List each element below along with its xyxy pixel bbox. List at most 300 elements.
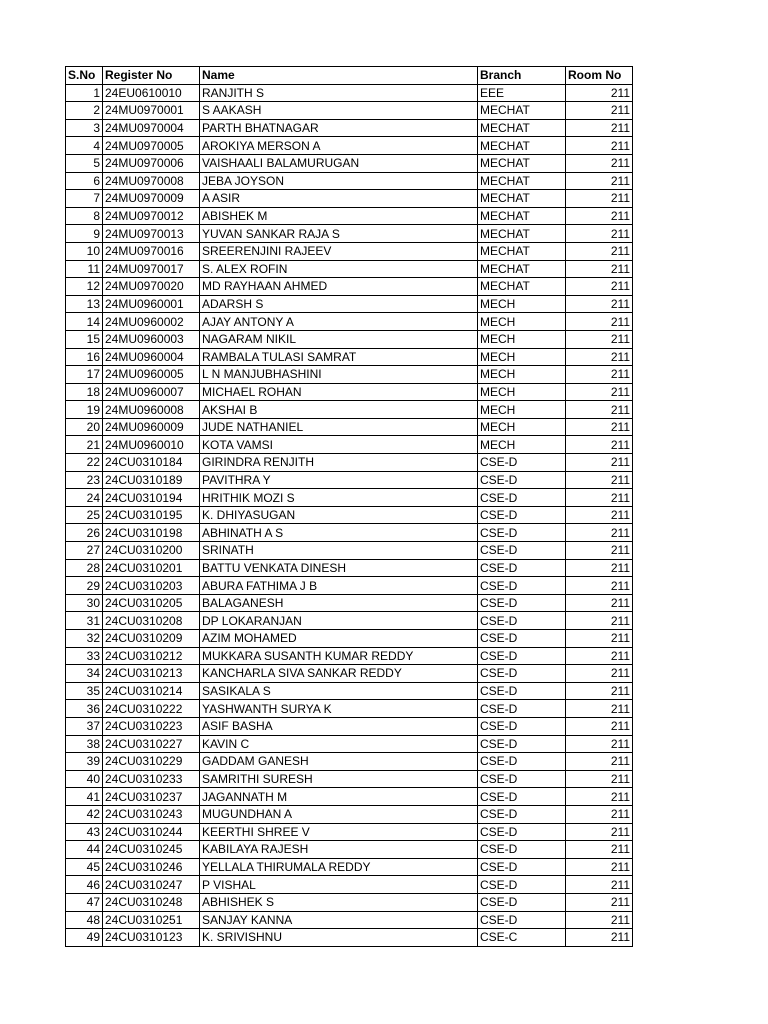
table-row <box>66 542 633 560</box>
cell-sno: 4 <box>66 137 103 155</box>
cell-name: S AAKASH <box>200 102 478 120</box>
cell-branch: CSE-D <box>478 682 566 700</box>
cell-branch: CSE-D <box>478 805 566 823</box>
cell-branch: MECH <box>478 383 566 401</box>
cell-register-no: 24CU0310223 <box>103 717 200 735</box>
cell-room-no: 211 <box>566 524 633 542</box>
cell-name: SREERENJINI RAJEEV <box>200 242 478 260</box>
cell-name: HRITHIK MOZI S <box>200 489 478 507</box>
table-row <box>66 102 633 120</box>
cell-room-no: 211 <box>566 735 633 753</box>
cell-name: AROKIYA MERSON A <box>200 137 478 155</box>
table-row <box>66 753 633 771</box>
cell-register-no: 24MU0960009 <box>103 418 200 436</box>
table-row <box>66 172 633 190</box>
cell-branch: CSE-D <box>478 542 566 560</box>
cell-room-no: 211 <box>566 700 633 718</box>
cell-register-no: 24MU0970016 <box>103 242 200 260</box>
table-row <box>66 630 633 648</box>
header-register-no: Register No <box>103 67 200 85</box>
table-row <box>66 911 633 929</box>
cell-name: BALAGANESH <box>200 594 478 612</box>
cell-branch: CSE-D <box>478 788 566 806</box>
cell-sno: 32 <box>66 630 103 648</box>
cell-name: MD RAYHAAN AHMED <box>200 278 478 296</box>
cell-sno: 24 <box>66 489 103 507</box>
table-row <box>66 893 633 911</box>
table-row <box>66 119 633 137</box>
cell-branch: CSE-D <box>478 753 566 771</box>
cell-branch: CSE-D <box>478 559 566 577</box>
cell-sno: 6 <box>66 172 103 190</box>
cell-name: ABHINATH A S <box>200 524 478 542</box>
cell-name: K. SRIVISHNU <box>200 929 478 947</box>
cell-branch: CSE-D <box>478 735 566 753</box>
table-row <box>66 788 633 806</box>
table-header <box>66 67 633 85</box>
table-row <box>66 858 633 876</box>
cell-room-no: 211 <box>566 823 633 841</box>
table-row <box>66 348 633 366</box>
cell-name: L N MANJUBHASHINI <box>200 366 478 384</box>
cell-register-no: 24MU0970001 <box>103 102 200 120</box>
cell-register-no: 24MU0970005 <box>103 137 200 155</box>
table-row <box>66 805 633 823</box>
cell-register-no: 24CU0310213 <box>103 665 200 683</box>
cell-name: ADARSH S <box>200 295 478 313</box>
cell-room-no: 211 <box>566 348 633 366</box>
header-name: Name <box>200 67 478 85</box>
table-row <box>66 366 633 384</box>
cell-room-no: 211 <box>566 506 633 524</box>
table-row <box>66 489 633 507</box>
cell-name: YASHWANTH SURYA K <box>200 700 478 718</box>
cell-name: ABURA FATHIMA J B <box>200 577 478 595</box>
cell-room-no: 211 <box>566 278 633 296</box>
cell-sno: 46 <box>66 876 103 894</box>
cell-name: RANJITH S <box>200 84 478 102</box>
cell-room-no: 211 <box>566 154 633 172</box>
cell-sno: 41 <box>66 788 103 806</box>
cell-name: SAMRITHI SURESH <box>200 770 478 788</box>
table-row <box>66 612 633 630</box>
cell-branch: CSE-D <box>478 594 566 612</box>
cell-branch: MECHAT <box>478 154 566 172</box>
cell-room-no: 211 <box>566 84 633 102</box>
cell-name: JAGANNATH M <box>200 788 478 806</box>
seating-table <box>65 66 633 947</box>
cell-room-no: 211 <box>566 542 633 560</box>
cell-register-no: 24CU0310209 <box>103 630 200 648</box>
table-row <box>66 876 633 894</box>
cell-sno: 27 <box>66 542 103 560</box>
cell-sno: 34 <box>66 665 103 683</box>
cell-register-no: 24CU0310194 <box>103 489 200 507</box>
cell-register-no: 24MU0970013 <box>103 225 200 243</box>
cell-branch: CSE-D <box>478 647 566 665</box>
cell-sno: 17 <box>66 366 103 384</box>
cell-name: PARTH BHATNAGAR <box>200 119 478 137</box>
cell-name: KOTA VAMSI <box>200 436 478 454</box>
cell-name: P VISHAL <box>200 876 478 894</box>
cell-name: MUKKARA SUSANTH KUMAR REDDY <box>200 647 478 665</box>
cell-branch: CSE-D <box>478 893 566 911</box>
cell-room-no: 211 <box>566 137 633 155</box>
cell-register-no: 24MU0970009 <box>103 190 200 208</box>
cell-sno: 28 <box>66 559 103 577</box>
cell-branch: MECH <box>478 295 566 313</box>
cell-name: A ASIR <box>200 190 478 208</box>
cell-room-no: 211 <box>566 242 633 260</box>
cell-register-no: 24CU0310214 <box>103 682 200 700</box>
cell-register-no: 24CU0310222 <box>103 700 200 718</box>
cell-name: YUVAN SANKAR RAJA S <box>200 225 478 243</box>
cell-name: S. ALEX ROFIN <box>200 260 478 278</box>
cell-sno: 11 <box>66 260 103 278</box>
header-room-no: Room No <box>566 67 633 85</box>
cell-register-no: 24CU0310198 <box>103 524 200 542</box>
cell-name: ASIF BASHA <box>200 717 478 735</box>
cell-room-no: 211 <box>566 858 633 876</box>
table-row <box>66 330 633 348</box>
cell-room-no: 211 <box>566 612 633 630</box>
cell-room-no: 211 <box>566 489 633 507</box>
cell-room-no: 211 <box>566 471 633 489</box>
cell-sno: 43 <box>66 823 103 841</box>
table-row <box>66 401 633 419</box>
cell-sno: 33 <box>66 647 103 665</box>
cell-name: JUDE NATHANIEL <box>200 418 478 436</box>
cell-register-no: 24MU0960002 <box>103 313 200 331</box>
cell-register-no: 24CU0310245 <box>103 841 200 859</box>
cell-branch: MECHAT <box>478 242 566 260</box>
cell-branch: CSE-D <box>478 489 566 507</box>
cell-branch: MECHAT <box>478 207 566 225</box>
cell-register-no: 24MU0970006 <box>103 154 200 172</box>
table-row <box>66 225 633 243</box>
table-row <box>66 418 633 436</box>
cell-room-no: 211 <box>566 225 633 243</box>
cell-room-no: 211 <box>566 102 633 120</box>
cell-register-no: 24CU0310208 <box>103 612 200 630</box>
cell-name: GADDAM GANESH <box>200 753 478 771</box>
cell-branch: CSE-D <box>478 454 566 472</box>
cell-sno: 35 <box>66 682 103 700</box>
cell-register-no: 24CU0310203 <box>103 577 200 595</box>
cell-register-no: 24CU0310246 <box>103 858 200 876</box>
cell-branch: CSE-D <box>478 823 566 841</box>
table-row <box>66 524 633 542</box>
table-row <box>66 84 633 102</box>
cell-sno: 26 <box>66 524 103 542</box>
cell-name: NAGARAM NIKIL <box>200 330 478 348</box>
cell-register-no: 24CU0310184 <box>103 454 200 472</box>
cell-register-no: 24CU0310205 <box>103 594 200 612</box>
cell-sno: 5 <box>66 154 103 172</box>
table-row <box>66 154 633 172</box>
cell-sno: 48 <box>66 911 103 929</box>
cell-name: ABISHEK M <box>200 207 478 225</box>
cell-room-no: 211 <box>566 559 633 577</box>
cell-branch: MECHAT <box>478 190 566 208</box>
header-row <box>66 67 633 85</box>
cell-branch: CSE-D <box>478 700 566 718</box>
table-row <box>66 577 633 595</box>
cell-register-no: 24CU0310123 <box>103 929 200 947</box>
cell-room-no: 211 <box>566 911 633 929</box>
cell-branch: MECHAT <box>478 102 566 120</box>
cell-register-no: 24CU0310201 <box>103 559 200 577</box>
cell-branch: MECHAT <box>478 172 566 190</box>
cell-sno: 36 <box>66 700 103 718</box>
cell-branch: MECH <box>478 418 566 436</box>
cell-room-no: 211 <box>566 436 633 454</box>
cell-room-no: 211 <box>566 630 633 648</box>
cell-room-no: 211 <box>566 753 633 771</box>
cell-name: JEBA JOYSON <box>200 172 478 190</box>
cell-name: VAISHAALI BALAMURUGAN <box>200 154 478 172</box>
cell-branch: CSE-D <box>478 577 566 595</box>
cell-name: SANJAY KANNA <box>200 911 478 929</box>
cell-register-no: 24MU0970004 <box>103 119 200 137</box>
cell-sno: 45 <box>66 858 103 876</box>
cell-branch: MECH <box>478 401 566 419</box>
table-body <box>66 84 633 946</box>
cell-branch: MECH <box>478 313 566 331</box>
cell-register-no: 24MU0960007 <box>103 383 200 401</box>
cell-sno: 16 <box>66 348 103 366</box>
table-row <box>66 665 633 683</box>
cell-sno: 23 <box>66 471 103 489</box>
cell-branch: CSE-D <box>478 841 566 859</box>
table-row <box>66 190 633 208</box>
cell-sno: 30 <box>66 594 103 612</box>
cell-register-no: 24MU0970017 <box>103 260 200 278</box>
table-row <box>66 137 633 155</box>
cell-sno: 21 <box>66 436 103 454</box>
cell-sno: 22 <box>66 454 103 472</box>
cell-name: K. DHIYASUGAN <box>200 506 478 524</box>
cell-branch: CSE-D <box>478 665 566 683</box>
cell-branch: CSE-D <box>478 858 566 876</box>
table-row <box>66 260 633 278</box>
cell-register-no: 24MU0960004 <box>103 348 200 366</box>
cell-room-no: 211 <box>566 717 633 735</box>
table-row <box>66 242 633 260</box>
cell-name: DP LOKARANJAN <box>200 612 478 630</box>
cell-sno: 18 <box>66 383 103 401</box>
cell-register-no: 24CU0310212 <box>103 647 200 665</box>
cell-room-no: 211 <box>566 577 633 595</box>
table-row <box>66 295 633 313</box>
cell-branch: CSE-D <box>478 911 566 929</box>
cell-register-no: 24CU0310229 <box>103 753 200 771</box>
cell-sno: 3 <box>66 119 103 137</box>
cell-branch: CSE-D <box>478 770 566 788</box>
cell-sno: 40 <box>66 770 103 788</box>
cell-branch: CSE-D <box>478 630 566 648</box>
table-row <box>66 506 633 524</box>
cell-sno: 15 <box>66 330 103 348</box>
cell-branch: CSE-D <box>478 717 566 735</box>
cell-name: KABILAYA RAJESH <box>200 841 478 859</box>
table-row <box>66 594 633 612</box>
table-row <box>66 647 633 665</box>
cell-room-no: 211 <box>566 876 633 894</box>
header-sno: S.No <box>66 67 103 85</box>
cell-room-no: 211 <box>566 682 633 700</box>
cell-sno: 2 <box>66 102 103 120</box>
table-row <box>66 700 633 718</box>
cell-name: SRINATH <box>200 542 478 560</box>
cell-name: KAVIN C <box>200 735 478 753</box>
cell-room-no: 211 <box>566 119 633 137</box>
cell-branch: MECHAT <box>478 119 566 137</box>
cell-register-no: 24CU0310248 <box>103 893 200 911</box>
cell-branch: MECHAT <box>478 137 566 155</box>
cell-sno: 47 <box>66 893 103 911</box>
cell-room-no: 211 <box>566 841 633 859</box>
cell-sno: 20 <box>66 418 103 436</box>
cell-name: MICHAEL ROHAN <box>200 383 478 401</box>
table-row <box>66 682 633 700</box>
cell-register-no: 24CU0310237 <box>103 788 200 806</box>
table-row <box>66 313 633 331</box>
cell-room-no: 211 <box>566 190 633 208</box>
table-row <box>66 278 633 296</box>
cell-register-no: 24MU0960003 <box>103 330 200 348</box>
cell-branch: CSE-D <box>478 876 566 894</box>
cell-register-no: 24CU0310233 <box>103 770 200 788</box>
cell-branch: CSE-D <box>478 471 566 489</box>
table-row <box>66 823 633 841</box>
cell-room-no: 211 <box>566 418 633 436</box>
cell-register-no: 24CU0310227 <box>103 735 200 753</box>
cell-register-no: 24MU0960008 <box>103 401 200 419</box>
cell-name: RAMBALA TULASI SAMRAT <box>200 348 478 366</box>
cell-register-no: 24CU0310251 <box>103 911 200 929</box>
cell-name: GIRINDRA RENJITH <box>200 454 478 472</box>
cell-branch: MECH <box>478 366 566 384</box>
cell-sno: 44 <box>66 841 103 859</box>
cell-sno: 8 <box>66 207 103 225</box>
cell-branch: MECH <box>478 348 566 366</box>
cell-name: KEERTHI SHREE V <box>200 823 478 841</box>
cell-register-no: 24MU0960001 <box>103 295 200 313</box>
cell-register-no: 24CU0310247 <box>103 876 200 894</box>
cell-room-no: 211 <box>566 172 633 190</box>
cell-register-no: 24CU0310200 <box>103 542 200 560</box>
cell-room-no: 211 <box>566 330 633 348</box>
cell-sno: 38 <box>66 735 103 753</box>
table-row <box>66 717 633 735</box>
cell-sno: 9 <box>66 225 103 243</box>
cell-register-no: 24MU0970008 <box>103 172 200 190</box>
table-row <box>66 207 633 225</box>
cell-room-no: 211 <box>566 929 633 947</box>
cell-name: SASIKALA S <box>200 682 478 700</box>
cell-room-no: 211 <box>566 805 633 823</box>
cell-register-no: 24CU0310189 <box>103 471 200 489</box>
cell-register-no: 24CU0310195 <box>103 506 200 524</box>
cell-room-no: 211 <box>566 207 633 225</box>
table-row <box>66 471 633 489</box>
cell-branch: MECH <box>478 330 566 348</box>
cell-room-no: 211 <box>566 770 633 788</box>
cell-branch: CSE-C <box>478 929 566 947</box>
cell-branch: MECHAT <box>478 260 566 278</box>
cell-sno: 29 <box>66 577 103 595</box>
cell-sno: 14 <box>66 313 103 331</box>
cell-name: AJAY ANTONY A <box>200 313 478 331</box>
cell-room-no: 211 <box>566 594 633 612</box>
cell-branch: CSE-D <box>478 506 566 524</box>
cell-sno: 49 <box>66 929 103 947</box>
cell-room-no: 211 <box>566 401 633 419</box>
cell-sno: 1 <box>66 84 103 102</box>
cell-sno: 31 <box>66 612 103 630</box>
cell-room-no: 211 <box>566 647 633 665</box>
cell-room-no: 211 <box>566 665 633 683</box>
cell-register-no: 24MU0970020 <box>103 278 200 296</box>
cell-register-no: 24MU0960005 <box>103 366 200 384</box>
cell-sno: 42 <box>66 805 103 823</box>
cell-sno: 25 <box>66 506 103 524</box>
table-row <box>66 383 633 401</box>
cell-branch: CSE-D <box>478 524 566 542</box>
cell-name: AZIM MOHAMED <box>200 630 478 648</box>
cell-register-no: 24CU0310244 <box>103 823 200 841</box>
table-row <box>66 454 633 472</box>
cell-room-no: 211 <box>566 893 633 911</box>
table-row <box>66 436 633 454</box>
cell-branch: EEE <box>478 84 566 102</box>
cell-sno: 13 <box>66 295 103 313</box>
cell-name: BATTU VENKATA DINESH <box>200 559 478 577</box>
cell-sno: 10 <box>66 242 103 260</box>
cell-room-no: 211 <box>566 313 633 331</box>
table-row <box>66 559 633 577</box>
cell-sno: 19 <box>66 401 103 419</box>
table-row <box>66 841 633 859</box>
table-row <box>66 770 633 788</box>
cell-sno: 39 <box>66 753 103 771</box>
cell-room-no: 211 <box>566 788 633 806</box>
cell-branch: MECHAT <box>478 225 566 243</box>
cell-name: PAVITHRA Y <box>200 471 478 489</box>
cell-room-no: 211 <box>566 366 633 384</box>
cell-branch: MECH <box>478 436 566 454</box>
cell-name: YELLALA THIRUMALA REDDY <box>200 858 478 876</box>
cell-register-no: 24EU0610010 <box>103 84 200 102</box>
table-row <box>66 735 633 753</box>
table-row <box>66 929 633 947</box>
cell-name: AKSHAI B <box>200 401 478 419</box>
cell-name: KANCHARLA SIVA SANKAR REDDY <box>200 665 478 683</box>
cell-branch: MECHAT <box>478 278 566 296</box>
cell-register-no: 24MU0960010 <box>103 436 200 454</box>
header-branch: Branch <box>478 67 566 85</box>
cell-room-no: 211 <box>566 295 633 313</box>
cell-sno: 12 <box>66 278 103 296</box>
cell-room-no: 211 <box>566 454 633 472</box>
cell-name: MUGUNDHAN A <box>200 805 478 823</box>
cell-sno: 7 <box>66 190 103 208</box>
cell-branch: CSE-D <box>478 612 566 630</box>
cell-register-no: 24CU0310243 <box>103 805 200 823</box>
cell-name: ABHISHEK S <box>200 893 478 911</box>
cell-room-no: 211 <box>566 260 633 278</box>
